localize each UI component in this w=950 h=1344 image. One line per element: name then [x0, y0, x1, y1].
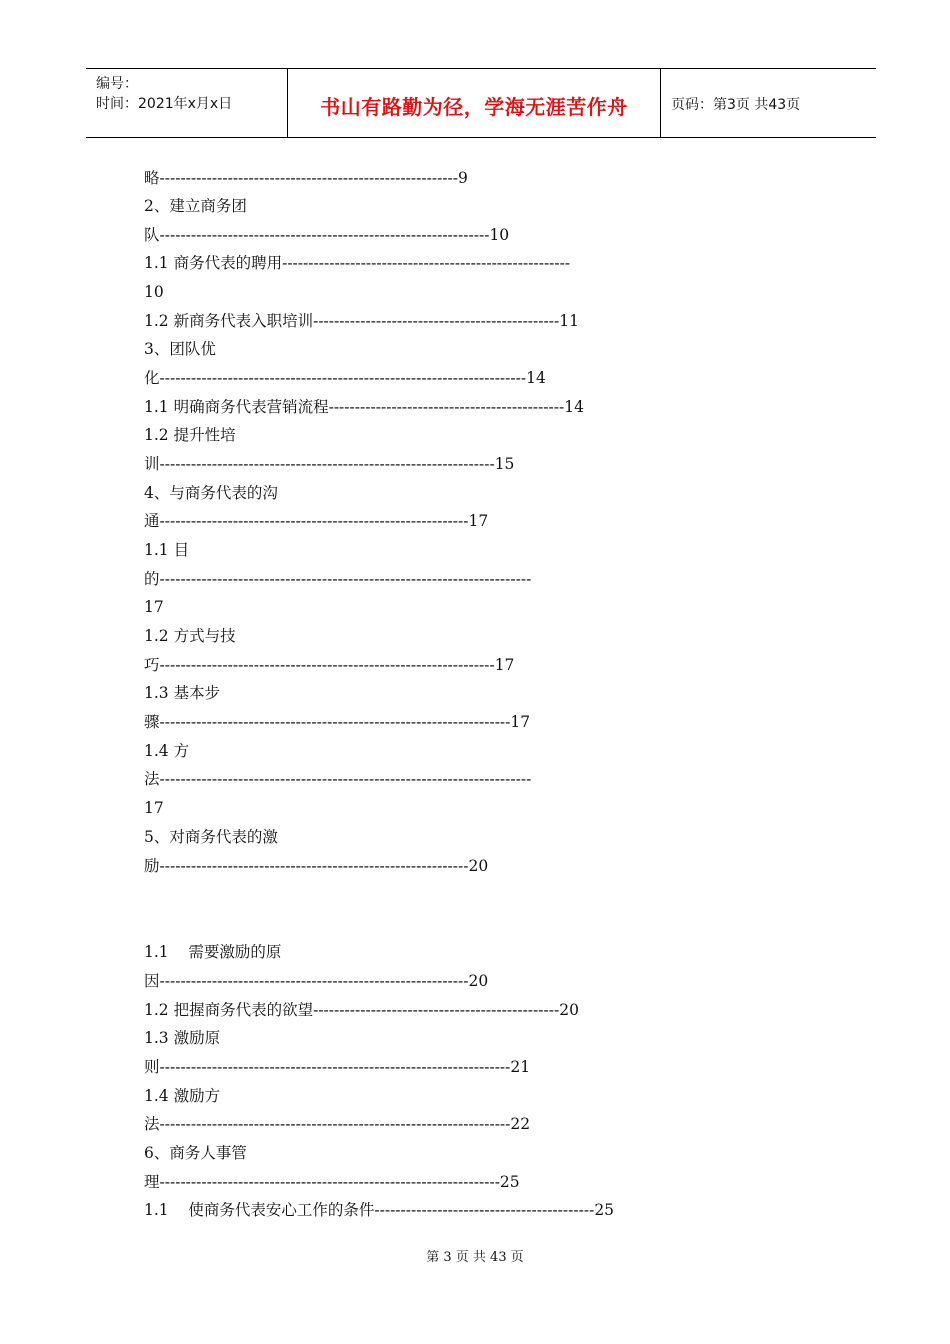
- toc-line: 因-----------------------------------------------------------20: [144, 972, 489, 990]
- header-page-info: 页码：第3页 共43页: [671, 97, 801, 113]
- toc-line: 2、建立商务团: [144, 197, 247, 215]
- document-date-label: 时间：2021年x月x日: [96, 96, 233, 112]
- toc-line: 理-----------------------------------------------------------------25: [144, 1173, 520, 1191]
- toc-line: 通-----------------------------------------------------------17: [144, 512, 489, 530]
- toc-line: 17: [144, 799, 164, 817]
- header-motto: 书山有路勤为径，学海无涯苦作舟: [320, 95, 628, 119]
- toc-line: 1.1 商务代表的聘用-------------------------------------------------------: [144, 254, 571, 272]
- toc-line: 略---------------------------------------------------------9: [144, 169, 468, 187]
- toc-line: 励-----------------------------------------------------------20: [144, 857, 489, 875]
- toc-line: 巧----------------------------------------------------------------17: [144, 656, 515, 674]
- toc-line: 1.1 使商务代表安心工作的条件------------------------------------------25: [144, 1201, 615, 1219]
- toc-line: 17: [144, 598, 164, 616]
- toc-line: 1.2 把握商务代表的欲望-----------------------------------------------20: [144, 1001, 579, 1019]
- toc-line: 骤-------------------------------------------------------------------17: [144, 713, 531, 731]
- toc-line: 1.3 激励原: [144, 1029, 221, 1047]
- toc-line: 1.2 方式与技: [144, 627, 236, 645]
- toc-line: 法-----------------------------------------------------------------------: [144, 770, 532, 788]
- toc-line: 训----------------------------------------------------------------15: [144, 455, 515, 473]
- toc-line: 的-----------------------------------------------------------------------: [144, 570, 532, 588]
- toc-line: 5、对商务代表的激: [144, 828, 278, 846]
- toc-line: 4、与商务代表的沟: [144, 484, 278, 502]
- toc-line: 6、商务人事管: [144, 1144, 247, 1162]
- toc-line: 1.4 方: [144, 742, 190, 760]
- page-footer: 第 3 页 共 43 页: [426, 1250, 524, 1265]
- toc-line: 法-------------------------------------------------------------------22: [144, 1115, 531, 1133]
- toc-line: 1.2 提升性培: [144, 426, 236, 444]
- toc-line: 化----------------------------------------------------------------------14: [144, 369, 546, 387]
- toc-line: 1.3 基本步: [144, 684, 221, 702]
- toc-line: 3、团队优: [144, 340, 216, 358]
- toc-line: 1.4 激励方: [144, 1087, 221, 1105]
- toc-line: 1.1 需要激励的原: [144, 943, 282, 961]
- toc-line: 1.1 明确商务代表营销流程---------------------------------------------14: [144, 398, 584, 416]
- toc-line: 10: [144, 283, 164, 301]
- toc-line: 1.1 目: [144, 541, 190, 559]
- toc-line: 1.2 新商务代表入职培训-----------------------------------------------11: [144, 312, 579, 330]
- toc-line: 队---------------------------------------------------------------10: [144, 226, 510, 244]
- document-number-label: 编号：: [96, 76, 138, 92]
- toc-line: 则-------------------------------------------------------------------21: [144, 1058, 531, 1076]
